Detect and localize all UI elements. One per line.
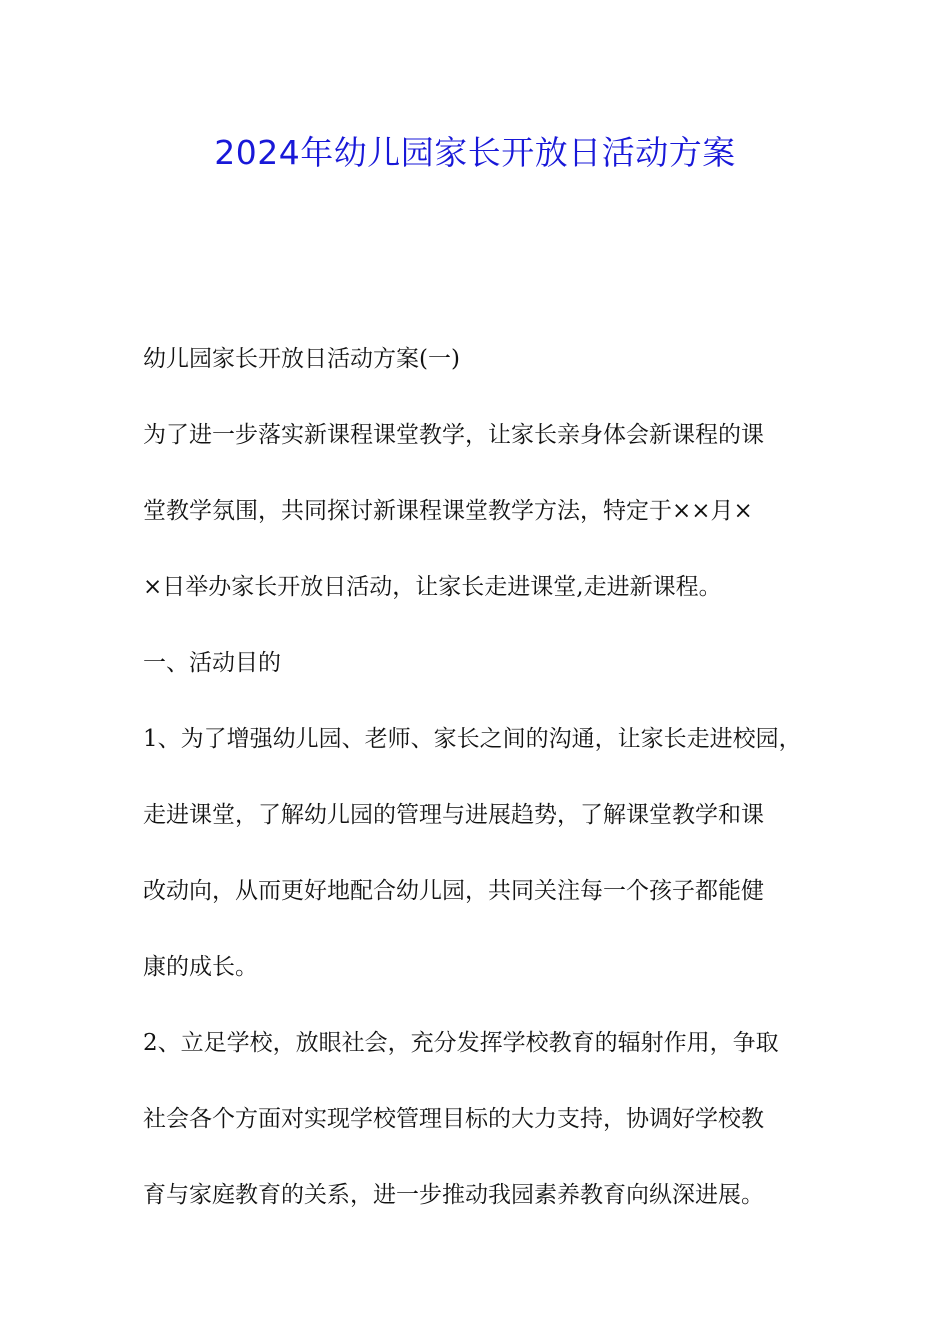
section-heading: 一、活动目的 xyxy=(143,650,281,676)
paragraph-line: 堂教学氛围，共同探讨新课程课堂教学方法，特定于××月× xyxy=(143,498,753,524)
paragraph-line: 2、立足学校，放眼社会，充分发挥学校教育的辐射作用，争取 xyxy=(143,1030,779,1056)
paragraph-line: ×日举办家长开放日活动，让家长走进课堂,走进新课程。 xyxy=(143,574,722,600)
document-title: 2024年幼儿园家长开放日活动方案 xyxy=(214,133,736,172)
paragraph-line: 改动向，从而更好地配合幼儿园，共同关注每一个孩子都能健 xyxy=(143,878,764,904)
paragraph-line: 为了进一步落实新课程课堂教学，让家长亲身体会新课程的课 xyxy=(143,422,764,448)
document-body xyxy=(143,321,823,1233)
paragraph-line: 育与家庭教育的关系，进一步推动我园素养教育向纵深进展。 xyxy=(143,1182,764,1208)
section-heading: 幼儿园家长开放日活动方案(一) xyxy=(143,346,460,372)
paragraph-line: 走进课堂，了解幼儿园的管理与进展趋势，了解课堂教学和课 xyxy=(143,802,764,828)
paragraph-line: 社会各个方面对实现学校管理目标的大力支持，协调好学校教 xyxy=(143,1106,764,1132)
paragraph-line: 康的成长。 xyxy=(143,954,258,980)
paragraph-line: 1、为了增强幼儿园、老师、家长之间的沟通，让家长走进校园， xyxy=(143,726,802,752)
